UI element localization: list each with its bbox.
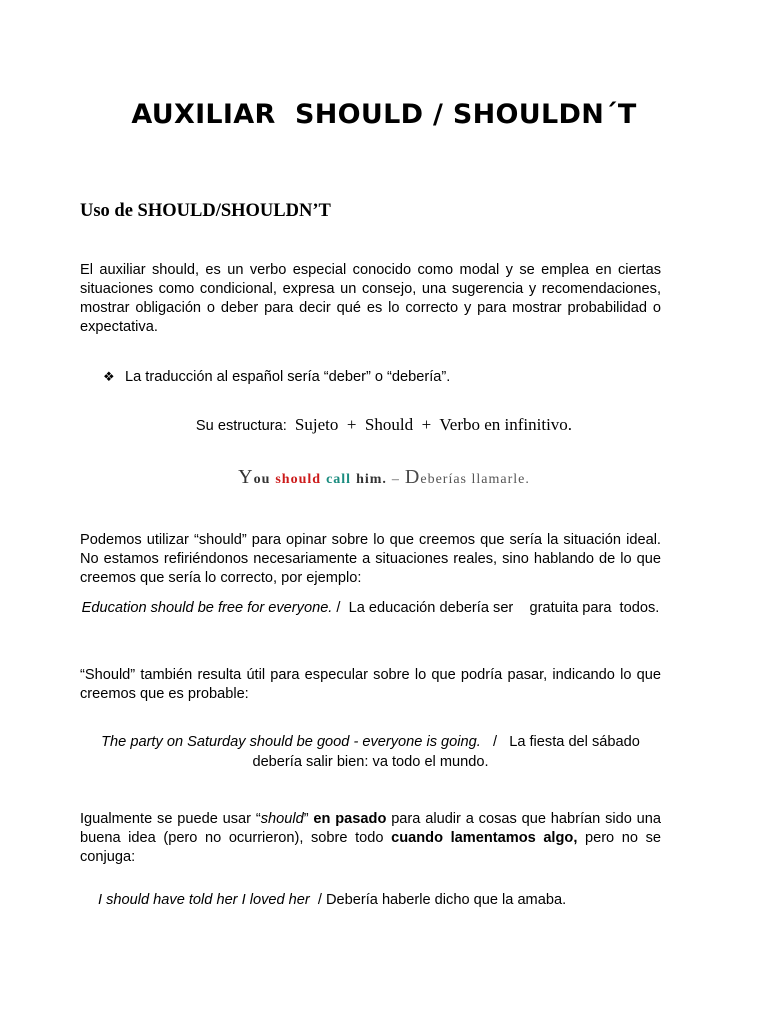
bullet-text: La traducción al español sería “deber” o “debería”. bbox=[125, 369, 451, 385]
example1-translation-initial: D bbox=[404, 466, 421, 488]
example4-separator: / bbox=[309, 892, 326, 908]
page-title: AUXILIAR SHOULD / SHOULDN´T bbox=[131, 99, 637, 130]
past-part2: ” bbox=[303, 811, 314, 827]
opinion-paragraph: Podemos utilizar “should” para opinar sobre lo que creemos que sería la situación ideal. No estamos refiriéndonos necesariamente a situaciones reales, sino hablando de lo que creemos que sería lo correcto, por ejemplo: bbox=[80, 532, 661, 586]
example1-translation-rest: eberías llamarle. bbox=[420, 472, 530, 487]
example-party bbox=[80, 732, 661, 772]
past-should: should bbox=[260, 811, 304, 827]
example1-you-rest: ou bbox=[253, 472, 271, 487]
example1-should: should bbox=[275, 472, 322, 487]
past-en-pasado: en pasado bbox=[313, 811, 387, 827]
translation-bullet bbox=[103, 369, 450, 385]
past-lamentamos: cuando lamentamos algo, bbox=[391, 830, 578, 846]
example3-separator: / bbox=[480, 734, 510, 750]
diamond-bullet-icon: ❖ bbox=[103, 369, 115, 384]
example2-separator: / bbox=[332, 600, 349, 616]
example3-spanish: La fiesta del sábado debería salir bien: va todo el mundo. bbox=[252, 734, 644, 770]
example-education bbox=[80, 598, 661, 618]
example1-you-initial: Y bbox=[238, 466, 254, 488]
structure-formula: Sujeto + Should + Verbo en infinitivo. bbox=[294, 415, 573, 434]
example3-english: The party on Saturday should be good - everyone is going. bbox=[101, 734, 481, 750]
example1-him: him. bbox=[356, 472, 387, 487]
example4-english: I should have told her I loved her bbox=[98, 892, 310, 908]
past-paragraph bbox=[80, 810, 661, 867]
speculate-paragraph: “Should” también resulta útil para especular sobre lo que podría pasar, indicando lo que creemos que es probable: bbox=[80, 667, 661, 702]
past-part3: para aludir a cosas que habrían sido una buena idea (pero no ocurrieron), sobre todo bbox=[80, 811, 662, 846]
intro-paragraph: El auxiliar should, es un verbo especial conocido como modal y se emplea en ciertas situaciones como condicional, expresa un consejo, una sugerencia y recomendaciones, mostrar obligación o deber para decir qué es lo correcto y para mostrar probabilidad o expectativa. bbox=[80, 262, 661, 335]
example-told-her bbox=[98, 892, 566, 908]
example-you-should-call-him bbox=[0, 466, 768, 489]
past-part1: Igualmente se puede usar “ bbox=[80, 811, 261, 827]
example2-spanish: La educación debería ser gratuita para todos. bbox=[348, 600, 660, 616]
example1-call: call bbox=[326, 472, 352, 487]
example4-spanish: Debería haberle dicho que la amaba. bbox=[325, 892, 567, 908]
structure-label: Su estructura: bbox=[195, 418, 287, 434]
structure-line bbox=[0, 415, 768, 435]
example2-english: Education should be free for everyone. bbox=[81, 600, 333, 616]
past-part4: pero no se conjuga: bbox=[80, 830, 661, 865]
section-subtitle: Uso de SHOULD/SHOULDN’T bbox=[80, 201, 331, 221]
example1-dash: – bbox=[391, 472, 400, 487]
